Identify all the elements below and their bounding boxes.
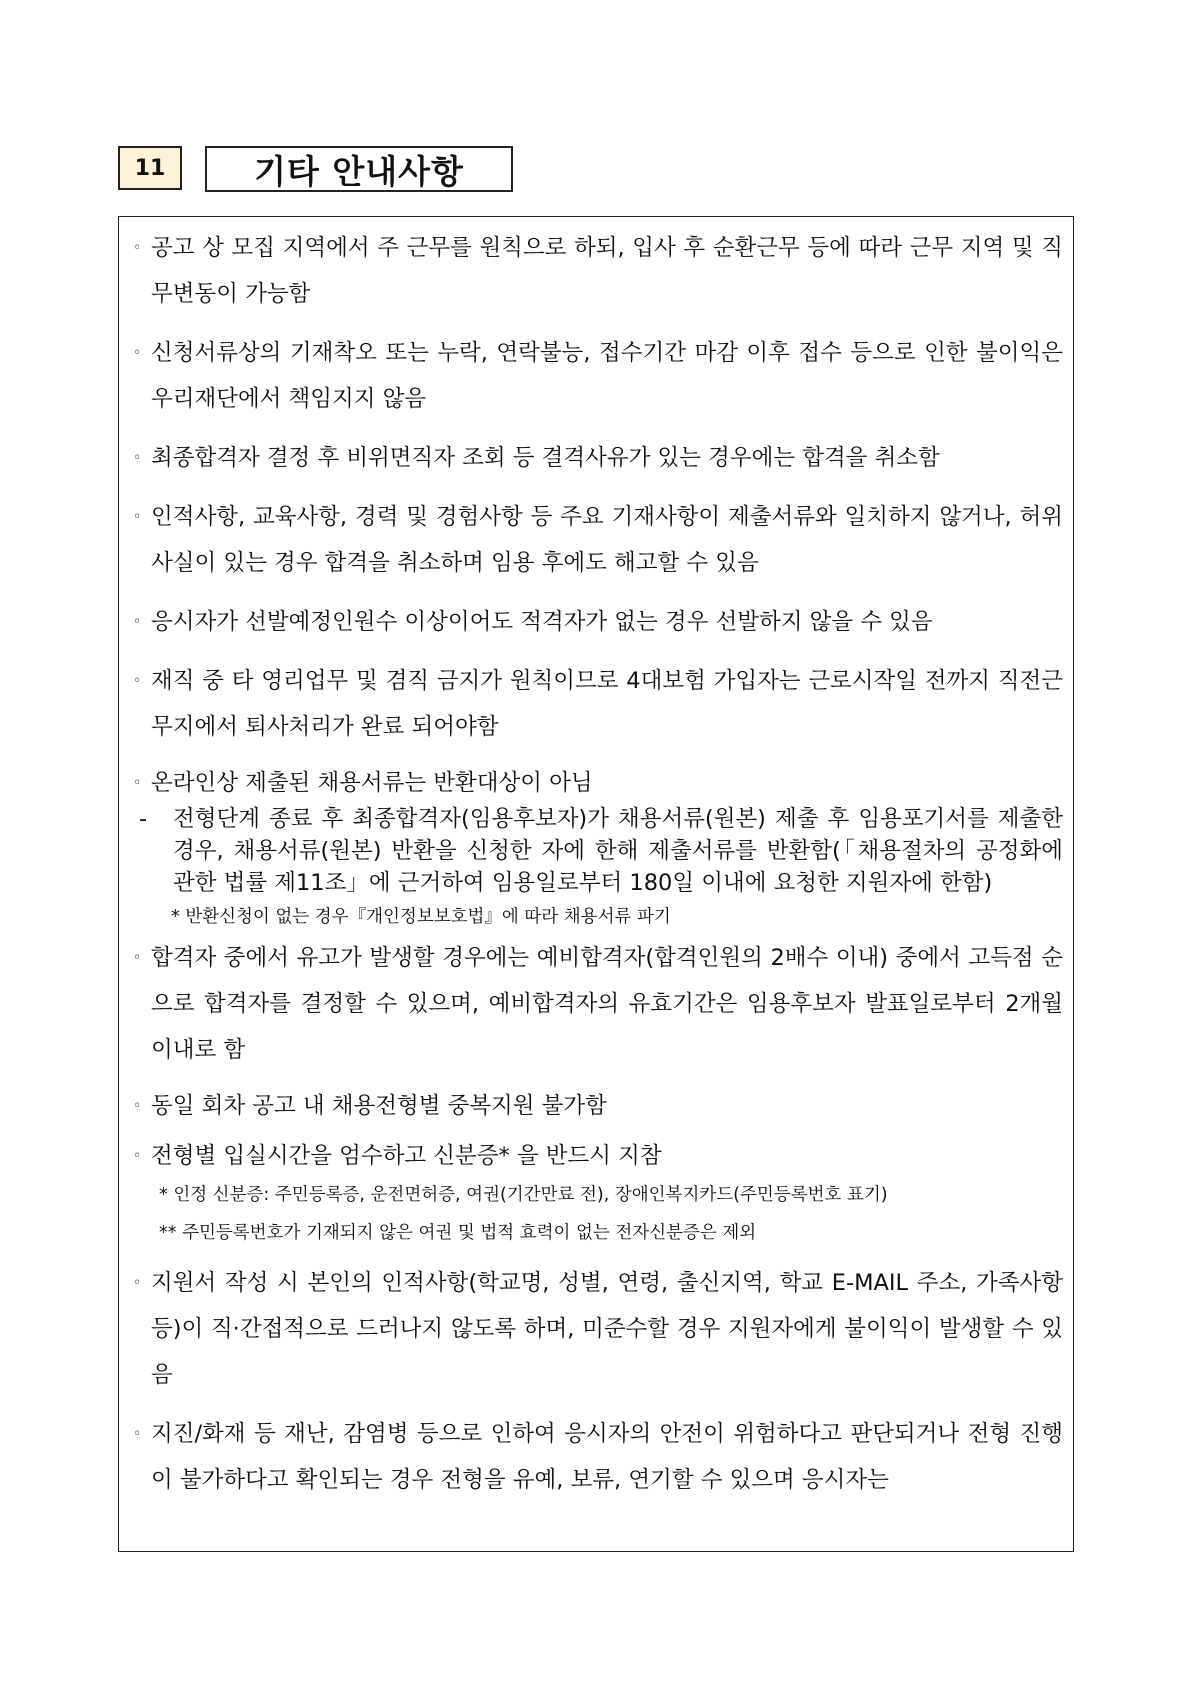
footnote: ** 주민등록번호가 기재되지 않은 여권 및 법적 효력이 없는 전자신분증은 제외 <box>159 1223 757 1243</box>
list-item: ◦ 최종합격자 결정 후 비위면직자 조회 등 결격사유가 있는 경우에는 합격을 취소함 <box>131 435 1063 481</box>
list-item: ◦ 인적사항, 교육사항, 경력 및 경험사항 등 주요 기재사항이 제출서류와 일치하지 않거나, 허위사실이 있는 경우 합격을 취소하며 임용 후에도 해고할 수 있음 <box>131 494 1063 586</box>
bullet-icon: ◦ <box>133 509 142 525</box>
bullet-icon: ◦ <box>133 950 142 966</box>
bullet-icon: ◦ <box>133 1148 142 1164</box>
list-item: ◦ 응시자가 선발예정인원수 이상이어도 적격자가 없는 경우 선발하지 않을 수 있음 <box>131 599 1063 645</box>
list-item: ◦ 지진/화재 등 재난, 감염병 등으로 인하여 응시자의 안전이 위험하다고 판단되거나 전형 진행이 불가하다고 확인되는 경우 전형을 유예, 보류, 연기할 수 있으며 응시자는 <box>131 1411 1063 1503</box>
section-number: 11 <box>118 146 182 190</box>
bullet-icon: ◦ <box>133 1426 142 1442</box>
list-item: ◦ 지원서 작성 시 본인의 인적사항(학교명, 성별, 연령, 출신지역, 학교 E-MAIL 주소, 가족사항 등)이 직·간접적으로 드러나지 않도록 하며, 미준수할 경우 지원자에게 불이익이 발생할 수 있음 <box>131 1260 1063 1398</box>
list-item: ◦ 전형별 입실시간을 엄수하고 신분증* 을 반드시 지참 <box>131 1136 1063 1176</box>
bullet-icon: ◦ <box>133 673 142 689</box>
list-item: ◦ 동일 회차 공고 내 채용전형별 중복지원 불가함 <box>131 1086 1063 1126</box>
list-item: ◦ 합격자 중에서 유고가 발생할 경우에는 예비합격자(합격인원의 2배수 이내) 중에서 고득점 순으로 합격자를 결정할 수 있으며, 예비합격자의 유효기간은 임용후보자 발표일로부터 2개월 이내로 함 <box>131 935 1063 1073</box>
bullet-icon: ◦ <box>133 450 142 466</box>
list-item: ◦ 신청서류상의 기재착오 또는 누락, 연락불능, 접수기간 마감 이후 접수 등으로 인한 불이익은 우리재단에서 책임지지 않음 <box>131 330 1063 422</box>
dash-marker: - <box>139 806 148 832</box>
sub-item: - 전형단계 종료 후 최종합격자(임용후보자)가 채용서류(원본) 제출 후 임용포기서를 제출한 경우, 채용서류(원본) 반환을 신청한 자에 한해 제출서류를 반환함(「채용절차의 공정화에 관한 법률 제11조」에 근거하여 임용일로부터 180일 이내에 요청한 지원자에 한함) <box>131 803 1063 899</box>
notice-box <box>118 216 1074 1552</box>
list-item: ◦ 온라인상 제출된 채용서류는 반환대상이 아님 <box>131 763 1063 803</box>
bullet-icon: ◦ <box>133 614 142 630</box>
footnote: * 인정 신분증: 주민등록증, 운전면허증, 여권(기간만료 전), 장애인복지카드(주민등록번호 표기) <box>159 1185 888 1205</box>
section-title: 기타 안내사항 <box>205 146 513 192</box>
bullet-icon: ◦ <box>133 240 142 256</box>
footnote: * 반환신청이 없는 경우『개인정보보호법』에 따라 채용서류 파기 <box>171 907 671 927</box>
list-item: ◦ 재직 중 타 영리업무 및 겸직 금지가 원칙이므로 4대보험 가입자는 근로시작일 전까지 직전근무지에서 퇴사처리가 완료 되어야함 <box>131 658 1063 750</box>
bullet-icon: ◦ <box>133 345 142 361</box>
bullet-icon: ◦ <box>133 775 142 791</box>
bullet-icon: ◦ <box>133 1098 142 1114</box>
list-item: ◦ 공고 상 모집 지역에서 주 근무를 원칙으로 하되, 입사 후 순환근무 등에 따라 근무 지역 및 직무변동이 가능함 <box>131 225 1063 317</box>
bullet-icon: ◦ <box>133 1275 142 1291</box>
